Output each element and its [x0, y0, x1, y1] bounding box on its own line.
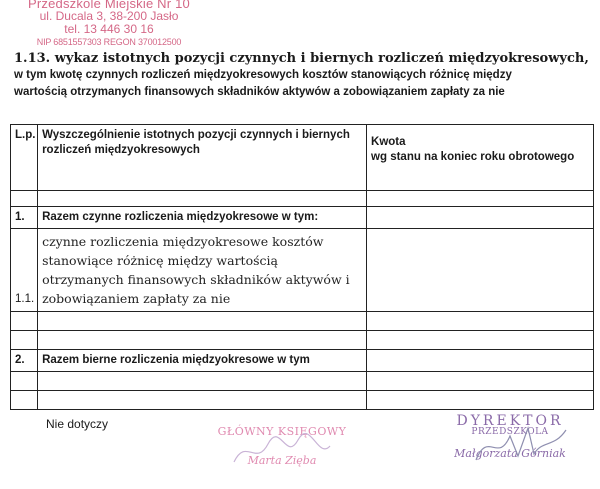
table-row: [11, 372, 594, 391]
stamp-ids: NIP 6851557303 REGON 370012500: [36, 37, 182, 47]
table-row: [11, 229, 594, 312]
table-row: [11, 350, 594, 372]
row-1-1-amount: [367, 229, 594, 312]
chief-accountant-name: Marta Zięba: [247, 454, 317, 467]
row-1-1-desc: czynne rozliczenia międzyokresowe kosztów stanowiące różnicę między wartością otrzymanych finansowych składników aktywów i zobowiązaniem zapłaty za nie: [38, 229, 367, 312]
header-desc: Wyszczególnienie istotnych pozycji czynnych i biernych rozliczeń międzyokresowych: [38, 125, 367, 191]
row-2-desc: Razem bierne rozliczenia międzyokresowe w tym: [38, 350, 367, 372]
header-amount: [367, 125, 594, 191]
table-row: [11, 331, 594, 350]
row-2-amount: [367, 350, 594, 372]
heading-line-1: 1.13. wykaz istotnych pozycji czynnych i biernych rozliczeń międzyokresowych,: [14, 51, 589, 66]
table-row: [11, 207, 594, 229]
row-2-lp: 2.: [11, 350, 38, 372]
stamp-phone: tel. 13 446 30 16: [64, 22, 154, 36]
stamp-address: ul. Ducala 3, 38-200 Jasło: [39, 9, 179, 23]
director-name: Małgorzata Górniak: [454, 447, 566, 460]
accountant-signature: [226, 432, 336, 472]
row-1-desc: Razem czynne rozliczenia międzyokresowe w tym:: [38, 207, 367, 229]
row-1-amount: [367, 207, 594, 229]
table-row: [11, 391, 594, 410]
note-text: Nie dotyczy: [46, 417, 109, 431]
heading-line-3: wartością otrzymanych finansowych składników aktywów a zobowiązaniem zapłaty za nie: [14, 86, 505, 98]
row-1-1-lp: 1.1.: [11, 229, 38, 312]
director-signature: [470, 420, 580, 470]
institution-stamp: [14, 0, 204, 49]
director-title: DYREKTOR: [456, 413, 564, 429]
director-subtitle: PRZEDSZKOLA: [471, 427, 549, 437]
row-1-lp: 1.: [11, 207, 38, 229]
section-heading: [14, 50, 594, 101]
accruals-table: [10, 124, 594, 410]
header-lp: L.p.: [11, 125, 38, 191]
header-amount-title: Kwota: [371, 136, 406, 148]
table-row: [11, 312, 594, 331]
table-row: [11, 191, 594, 207]
heading-line-2: w tym kwotę czynnych rozliczeń międzyokresowych kosztów stanowiących różnicę między: [14, 69, 512, 81]
stamp-name: Przedszkole Miejskie Nr 10: [28, 0, 190, 11]
header-amount-sub: wg stanu na koniec roku obrotowego: [371, 151, 575, 163]
table-header-row: [11, 125, 594, 191]
chief-accountant-title: GŁÓWNY KSIĘGOWY: [217, 425, 347, 438]
